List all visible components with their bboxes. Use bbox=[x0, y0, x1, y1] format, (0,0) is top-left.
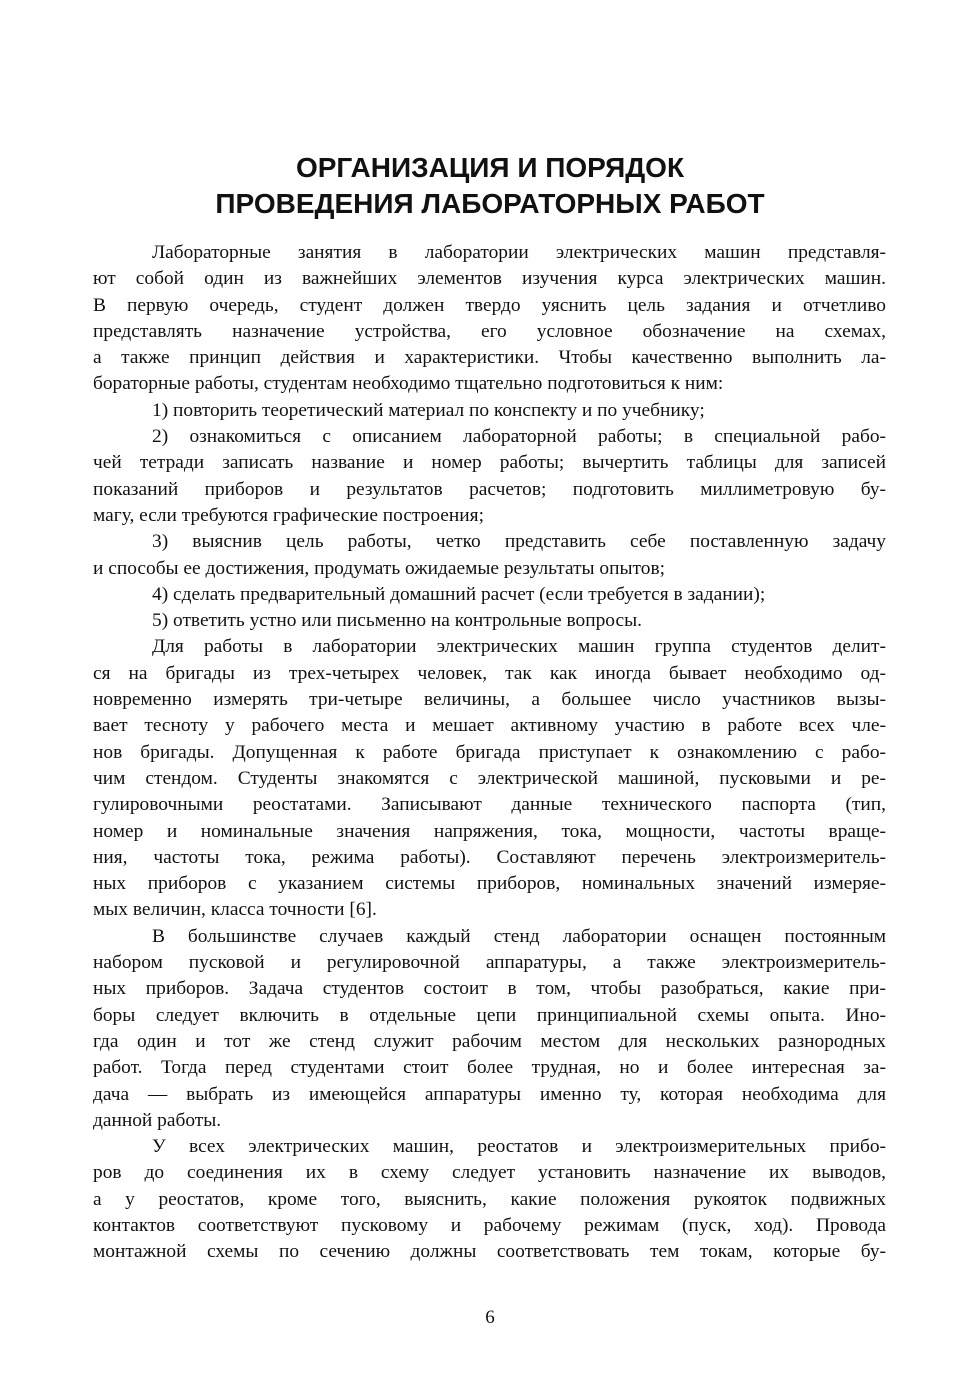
text-line: а у реостатов, кроме того, выяснить, какие положения рукояток подвижных bbox=[93, 1188, 886, 1210]
body-text bbox=[93, 240, 886, 1266]
text-line: магу, если требуются графические построения; bbox=[93, 504, 484, 526]
title-line: ОРГАНИЗАЦИЯ И ПОРЯДОК bbox=[295, 152, 685, 183]
paragraph bbox=[93, 1134, 886, 1265]
paragraph bbox=[93, 529, 886, 582]
text-line: новременно измерять три-четыре величины, а большее число участников вызы- bbox=[93, 689, 886, 711]
text-line: ных приборов. Задача студентов состоит в том, чтобы разобраться, какие при- bbox=[93, 978, 886, 1000]
text-line: контактов соответствуют пусковому и рабочему режимам (пуск, ход). Провода bbox=[93, 1214, 886, 1236]
text-line: представлять назначение устройства, его условное обозначение на схемах, bbox=[93, 320, 886, 342]
text-line: бораторные работы, студентам необходимо тщательно подготовиться к ним: bbox=[93, 373, 724, 395]
text-line: 4) сделать предварительный домашний расчет (если требуется в задании); bbox=[152, 583, 766, 605]
text-line: мых величин, класса точности [6]. bbox=[93, 899, 377, 921]
text-line: ных приборов с указанием системы приборов, номинальных значений измеряе- bbox=[93, 873, 886, 895]
text-line: а также принцип действия и характеристики. Чтобы качественно выполнить ла- bbox=[93, 347, 886, 369]
paragraph bbox=[93, 424, 886, 529]
title-line: ПРОВЕДЕНИЯ ЛАБОРАТОРНЫХ РАБОТ bbox=[215, 188, 765, 219]
text-line: ся на бригады из трех-четырех человек, так как иногда бывает необходимо од- bbox=[93, 662, 886, 684]
text-line: гулировочными реостатами. Записывают данные технического паспорта (тип, bbox=[93, 794, 886, 816]
text-line: номер и номинальные значения напряжения, тока, мощности, частоты враще- bbox=[93, 820, 886, 842]
text-line: В первую очередь, студент должен твердо уяснить цель задания и отчетливо bbox=[93, 294, 886, 316]
text-line: дача — выбрать из имеющейся аппаратуры именно ту, которая необходима для bbox=[93, 1083, 886, 1105]
text-line: и способы ее достижения, продумать ожидаемые результаты опытов; bbox=[93, 557, 665, 579]
text-line: Для работы в лаборатории электрических машин группа студентов делит- bbox=[152, 636, 886, 658]
page-number: 6 bbox=[485, 1307, 495, 1328]
text-line: ния, частоты тока, режима работы). Составляют перечень электроизмеритель- bbox=[93, 846, 886, 868]
page-title bbox=[0, 150, 980, 222]
text-line: 1) повторить теоретический материал по конспекту и по учебнику; bbox=[152, 399, 705, 421]
text-line: нов бригады. Допущенная к работе бригада приступает к ознакомлению с рабо- bbox=[93, 741, 886, 763]
text-line: чим стендом. Студенты знакомятся с электрической машиной, пусковыми и ре- bbox=[93, 767, 886, 789]
paragraph bbox=[93, 924, 886, 1134]
text-line: набором пусковой и регулировочной аппаратуры, а также электроизмеритель- bbox=[93, 952, 886, 974]
text-line: ров до соединения их в схему следует установить назначение их выводов, bbox=[93, 1162, 886, 1184]
text-line: У всех электрических машин, реостатов и электроизмерительных прибо- bbox=[152, 1136, 886, 1158]
text-line: показаний приборов и результатов расчетов; подготовить миллиметровую бу- bbox=[93, 478, 886, 500]
text-line: ют собой один из важнейших элементов изучения курса электрических машин. bbox=[93, 268, 886, 290]
text-line: вает тесноту у рабочего места и мешает активному участию в работе всех чле- bbox=[93, 715, 886, 737]
text-line: Лабораторные занятия в лаборатории электрических машин представля- bbox=[152, 242, 886, 263]
paragraph bbox=[93, 582, 886, 608]
text-line: гда один и тот же стенд служит рабочим местом для нескольких разнородных bbox=[93, 1030, 886, 1052]
paragraph bbox=[93, 398, 886, 424]
text-line: 3) выяснив цель работы, четко представить себе поставленную задачу bbox=[152, 531, 886, 553]
text-line: 2) ознакомиться с описанием лабораторной работы; в специальной рабо- bbox=[152, 426, 886, 448]
text-line: чей тетради записать название и номер работы; вычертить таблицы для записей bbox=[93, 452, 886, 474]
text-line: данной работы. bbox=[93, 1109, 222, 1131]
text-line: монтажной схемы по сечению должны соответствовать тем токам, которые бу- bbox=[93, 1241, 886, 1263]
paragraph bbox=[93, 634, 886, 923]
text-line: 5) ответить устно или письменно на контрольные вопросы. bbox=[152, 610, 642, 632]
paragraph bbox=[93, 608, 886, 634]
text-line: боры следует включить в отдельные цепи принципиальной схемы опыта. Ино- bbox=[93, 1004, 886, 1026]
text-line: В большинстве случаев каждый стенд лаборатории оснащен постоянным bbox=[152, 925, 886, 947]
text-line: работ. Тогда перед студентами стоит более трудная, но и более интересная за- bbox=[93, 1057, 886, 1079]
paragraph bbox=[93, 240, 886, 398]
